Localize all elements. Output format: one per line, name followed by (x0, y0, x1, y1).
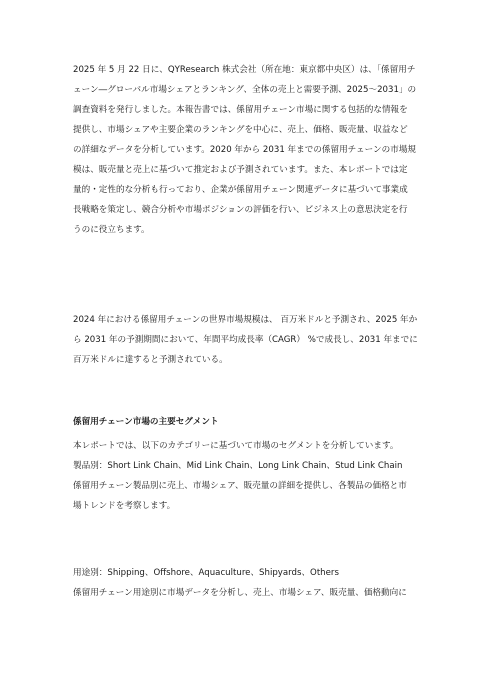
intro-line-7: 量的・定性的な分析も行っており、企業が係留用チェーン関連データに基づいて事業成 (73, 185, 408, 195)
intro-paragraph (73, 60, 417, 240)
segment-section (73, 436, 413, 516)
intro-line-2: ェーン―グローバル市場シェアとランキング、全体の売上と需要予測、2025～2031」の (73, 85, 417, 95)
product-desc-line-1: 係留用チェーン製品別に売上、市場シェア、販売量の詳細を提供し、各製品の価格と市 (73, 481, 407, 491)
application-label: 用途別：Shipping、Offshore、Aquaculture、Shipyards、Others (73, 568, 339, 578)
intro-line-8: 長戦略を策定し、競合分析や市場ポジションの評価を行い、ビジネス上の意思決定を行 (73, 205, 408, 215)
product-desc-line-2: 場トレンドを考察します。 (73, 501, 176, 511)
market-line-2: ら 2031 年の予測期間において、年間平均成長率（CAGR） %で成長し、2031 年までに (73, 335, 418, 345)
intro-line-3: 調査資料を発行しました。本報告書では、係留用チェーン市場に関する包括的な情報を (73, 105, 408, 115)
segment-intro: 本レポートでは、以下のカテゴリーに基づいて市場のセグメントを分析しています。 (73, 441, 399, 451)
intro-line-9: うのに役立ちます。 (73, 225, 150, 235)
market-line-1: 2024 年における係留用チェーンの世界市場規模は、 百万米ドルと予測され、2025 年か (73, 315, 418, 325)
intro-line-5: の詳細なデータを分析しています。2020 年から 2031 年までの係留用チェーンの市場規 (73, 145, 417, 155)
intro-line-6: 模は、販売量と売上に基づいて推定および予測されています。また、本レポートでは定 (73, 165, 408, 175)
segment-heading: 係留用チェーン市場の主要セグメント (73, 417, 219, 427)
product-label: 製品別：Short Link Chain、Mid Link Chain、Long Link Chain、Stud Link Chain (73, 461, 403, 471)
intro-line-1: 2025 年 5 月 22 日に、QYResearch 株式会社（所在地：東京都中央区）は、「係留用チ (73, 65, 416, 75)
market-size-paragraph (73, 310, 418, 370)
intro-line-4: 提供し、市場シェアや主要企業のランキングを中心に、売上、価格、販売量、収益など (73, 125, 408, 135)
market-line-3: 百万米ドルに達すると予測されている。 (73, 355, 228, 365)
application-section (73, 563, 413, 603)
application-desc: 係留用チェーン用途別に市場データを分析し、売上、市場シェア、販売量、価格動向に (73, 588, 407, 598)
segment-heading-block (73, 412, 413, 432)
